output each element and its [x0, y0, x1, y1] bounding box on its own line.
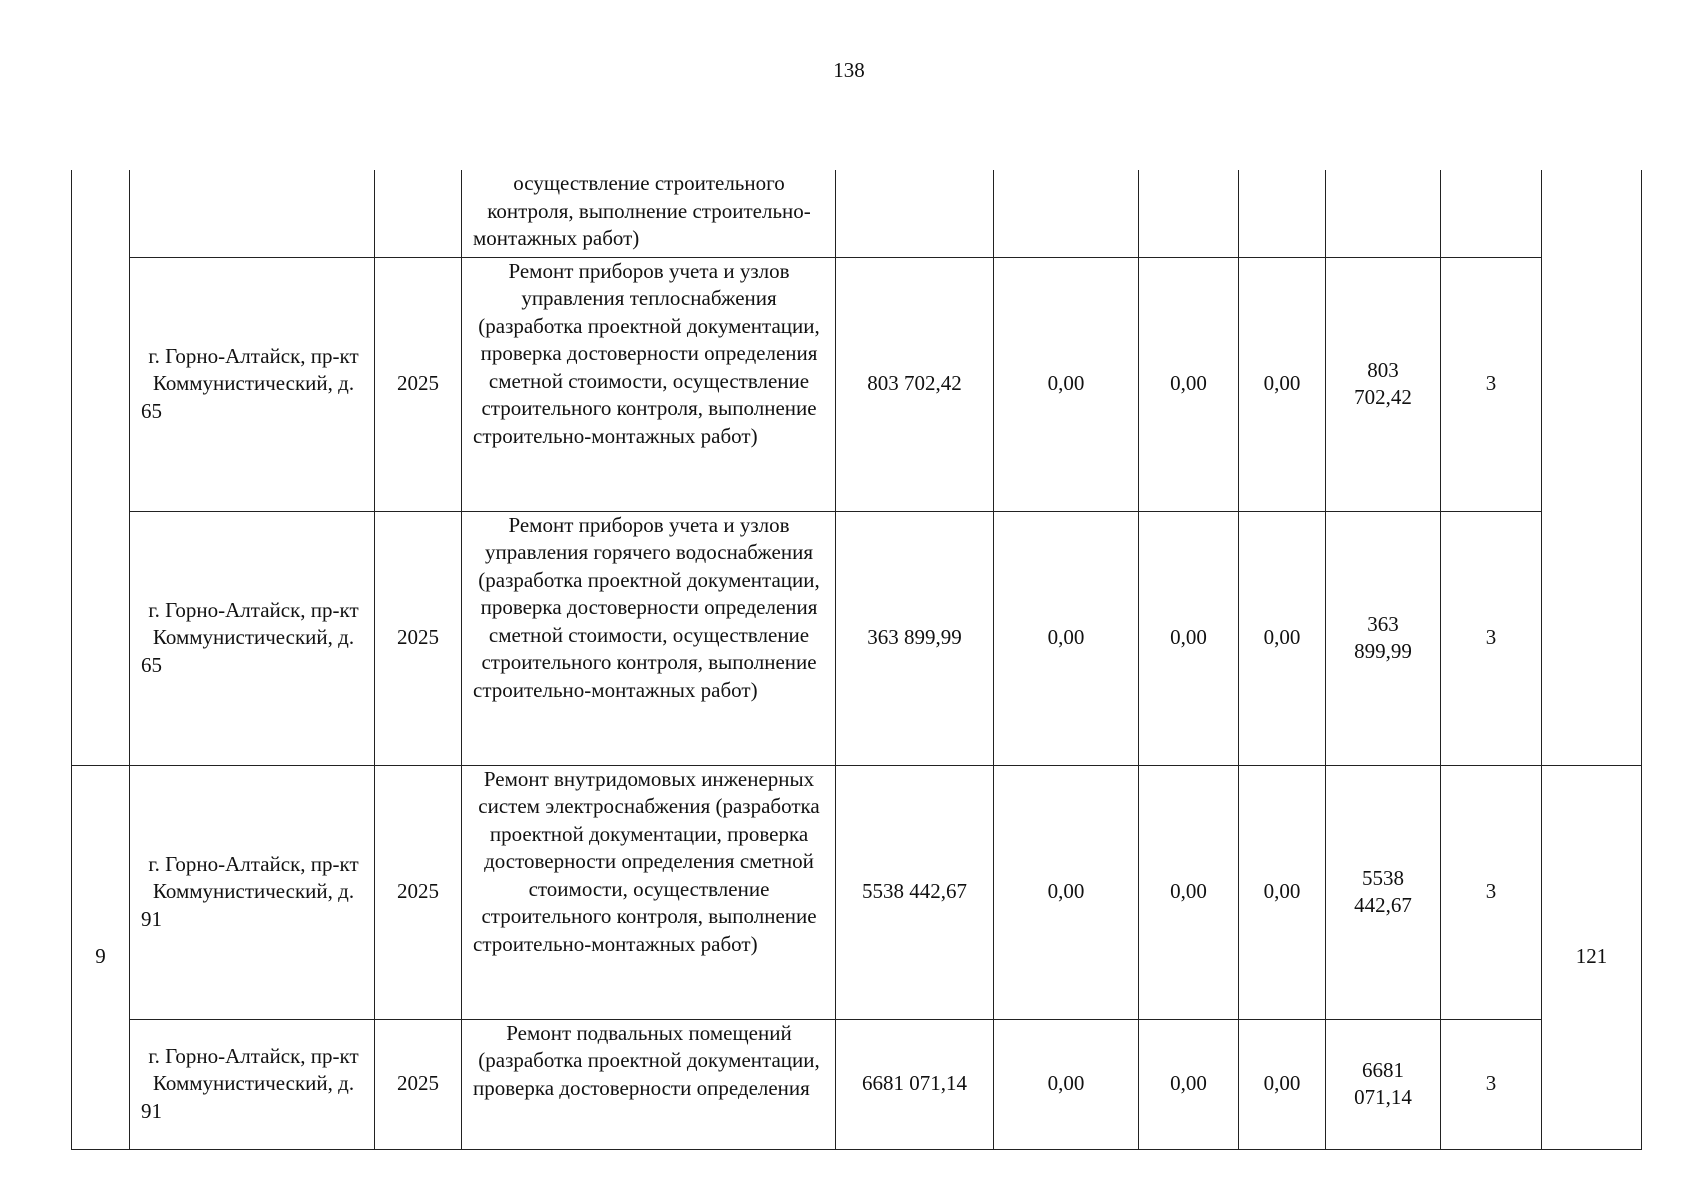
address-cell	[130, 170, 375, 257]
cost-cell-d	[1326, 170, 1441, 257]
cost-cell-b: 0,00	[1139, 257, 1239, 511]
group-total-cell	[1542, 170, 1642, 765]
total-cost-cell: 5538 442,67	[836, 765, 994, 1019]
total-cost-cell: 803 702,42	[836, 257, 994, 511]
cost-cell-d: 363 899,99	[1326, 511, 1441, 765]
cost-cell-a: 0,00	[994, 511, 1139, 765]
cost-cell-b	[1139, 170, 1239, 257]
table-row	[72, 1019, 1642, 1149]
group-total-cell: 121	[1542, 765, 1642, 1149]
table-row-continuation	[72, 170, 1642, 257]
cost-cell-c: 0,00	[1239, 257, 1326, 511]
work-description-cell: Ремонт приборов учета и узлов управления горячего водоснабжения (разработка проектной документации, проверка достоверности определения сметной стоимости, осуществление строительного контроля, выполнение строительно-монтажных работ)	[462, 511, 836, 765]
count-cell	[1441, 170, 1542, 257]
year-cell: 2025	[375, 511, 462, 765]
count-cell: 3	[1441, 765, 1542, 1019]
count-cell: 3	[1441, 1019, 1542, 1149]
page-number: 138	[833, 58, 865, 82]
work-description-cell: Ремонт внутридомовых инженерных систем электроснабжения (разработка проектной документации, проверка достоверности определения сметной стоимости, осуществление строительного контроля, выполнение строительно-монтажных работ)	[462, 765, 836, 1019]
cost-cell-a: 0,00	[994, 1019, 1139, 1149]
year-cell	[375, 170, 462, 257]
cost-cell-d: 803 702,42	[1326, 257, 1441, 511]
row-number-cell	[72, 170, 130, 765]
cost-cell-b: 0,00	[1139, 1019, 1239, 1149]
cost-cell-a: 0,00	[994, 257, 1139, 511]
year-cell: 2025	[375, 1019, 462, 1149]
year-cell: 2025	[375, 765, 462, 1019]
count-cell: 3	[1441, 257, 1542, 511]
year-cell: 2025	[375, 257, 462, 511]
work-description-cell: Ремонт приборов учета и узлов управления теплоснабжения (разработка проектной документации, проверка достоверности определения сметной стоимости, осуществление строительного контроля, выполнение строительно-монтажных работ)	[462, 257, 836, 511]
cost-cell-d: 6681 071,14	[1326, 1019, 1441, 1149]
total-cost-cell	[836, 170, 994, 257]
cost-cell-a	[994, 170, 1139, 257]
address-cell: г. Горно-Алтайск, пр-кт Коммунистический, д. 91	[130, 765, 375, 1019]
work-description-cell: осуществление строительного контроля, выполнение строительно-монтажных работ)	[462, 170, 836, 257]
cost-cell-b: 0,00	[1139, 511, 1239, 765]
cost-cell-c	[1239, 170, 1326, 257]
address-cell: г. Горно-Алтайск, пр-кт Коммунистический, д. 65	[130, 257, 375, 511]
cost-cell-d: 5538 442,67	[1326, 765, 1441, 1019]
work-description-cell: Ремонт подвальных помещений (разработка проектной документации, проверка достоверности определения	[462, 1019, 836, 1149]
table-row	[72, 765, 1642, 1019]
address-cell: г. Горно-Алтайск, пр-кт Коммунистический, д. 65	[130, 511, 375, 765]
cost-cell-c: 0,00	[1239, 1019, 1326, 1149]
cost-cell-c: 0,00	[1239, 511, 1326, 765]
repair-program-table	[71, 170, 1642, 1150]
cost-cell-b: 0,00	[1139, 765, 1239, 1019]
table-row	[72, 257, 1642, 511]
count-cell: 3	[1441, 511, 1542, 765]
table-row	[72, 511, 1642, 765]
total-cost-cell: 363 899,99	[836, 511, 994, 765]
address-cell: г. Горно-Алтайск, пр-кт Коммунистический, д. 91	[130, 1019, 375, 1149]
cost-cell-c: 0,00	[1239, 765, 1326, 1019]
total-cost-cell: 6681 071,14	[836, 1019, 994, 1149]
cost-cell-a: 0,00	[994, 765, 1139, 1019]
row-number-cell: 9	[72, 765, 130, 1149]
